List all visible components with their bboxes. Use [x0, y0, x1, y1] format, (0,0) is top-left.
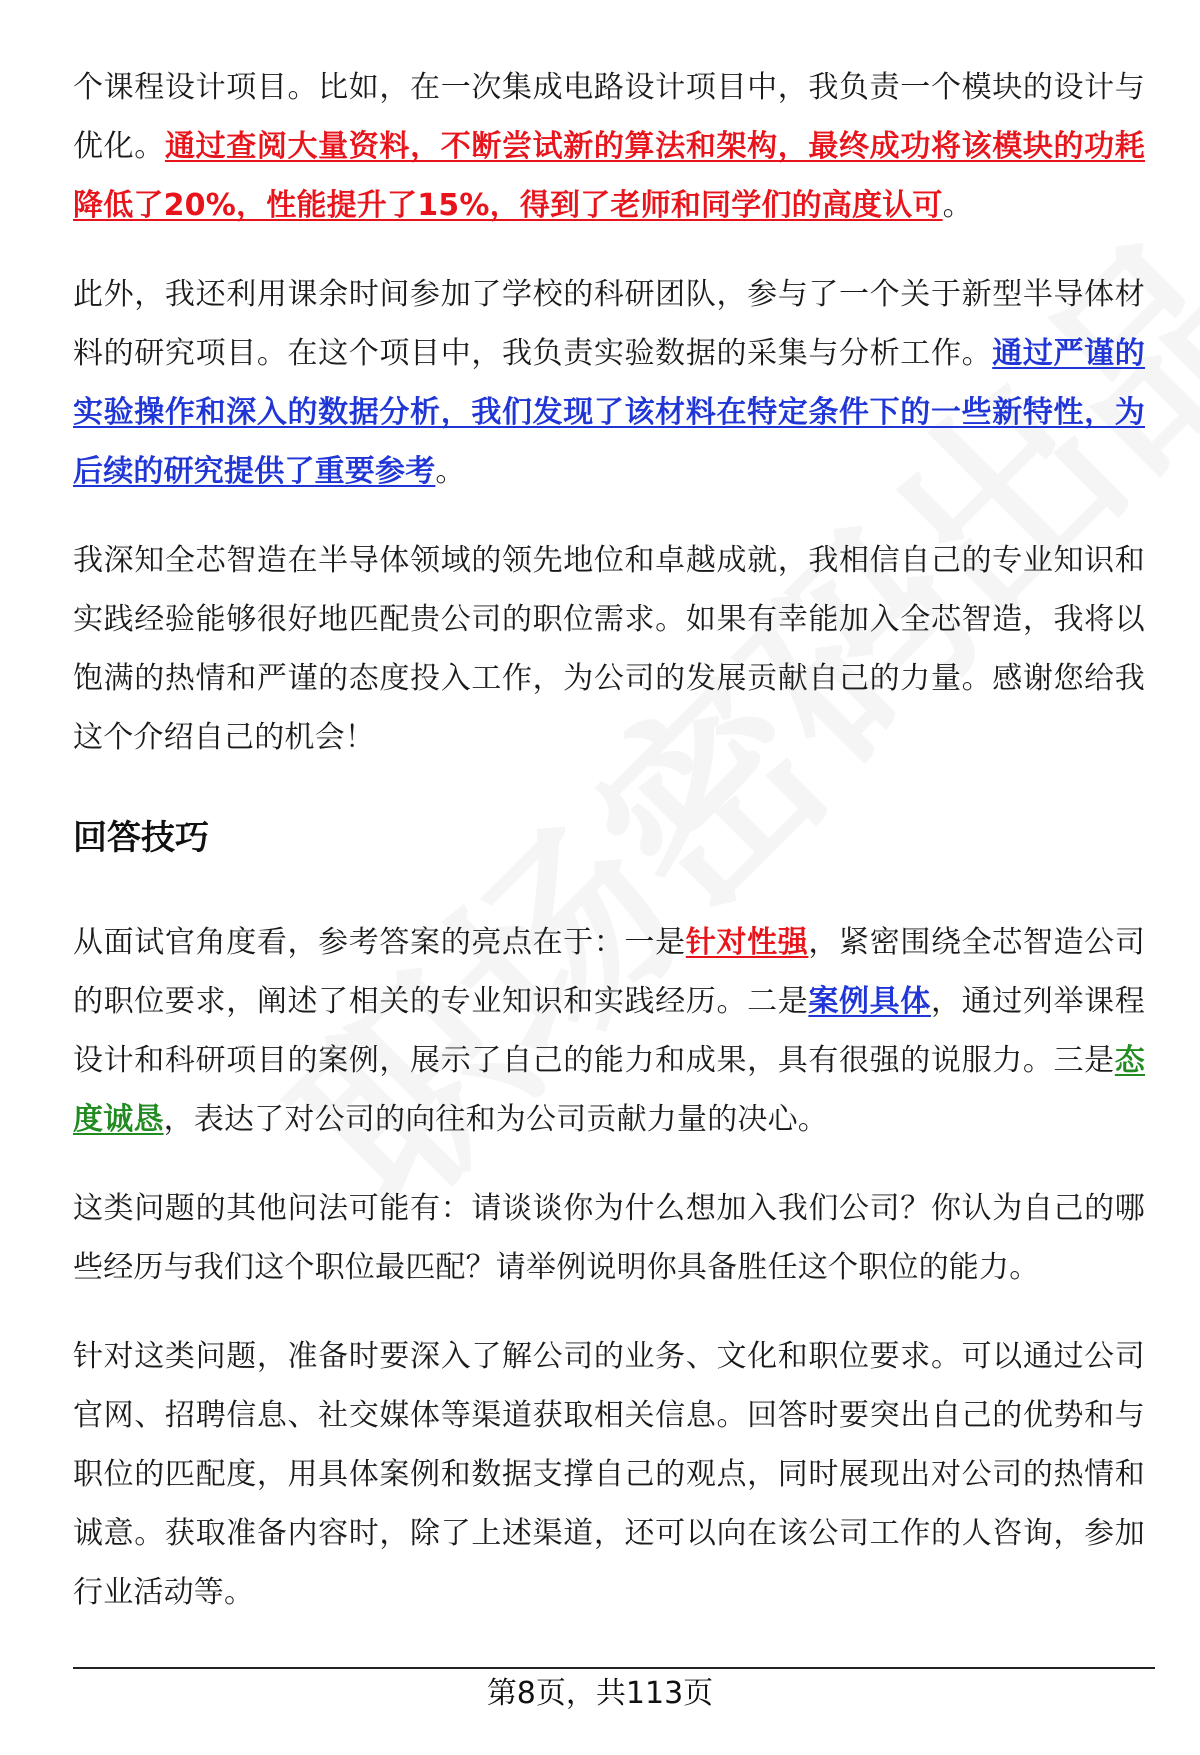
highlight-red-text: 通过查阅大量资料，不断尝试新的算法和架构，最终成功将该模块的功耗降低了20%，性能提升了15%，得到了老师和同学们的高度认可: [73, 129, 1145, 223]
highlight-sincere-attitude: 态度诚恳: [73, 1043, 1145, 1137]
highlight-specific-cases: 案例具体: [808, 984, 931, 1019]
highlight-targeted: 针对性强: [685, 925, 809, 960]
paragraph-text: 。: [942, 188, 973, 223]
highlight-blue-text: 通过严谨的实验操作和深入的数据分析，我们发现了该材料在特定条件下的一些新特性，为后续的研究提供了重要参考: [73, 336, 1145, 489]
paragraph-text: 个课程设计项目。比如，在一次集成电路设计项目中，我负责一个模块的设计与优化。: [73, 70, 1145, 164]
paragraph-closing: 我深知全芯智造在半导体领域的领先地位和卓越成就，我相信自己的专业知识和实践经验能够很好地匹配贵公司的职位需求。如果有幸能加入全芯智造，我将以饱满的热情和严谨的态度投入工作，为公司的发展贡献自己的力量。感谢您给我这个介绍自己的机会！: [73, 543, 1145, 755]
footer-divider: [73, 1667, 1155, 1669]
paragraph-text: 此外，我还利用课余时间参加了学校的科研团队，参与了一个关于新型半导体材料的研究项目。在这个项目中，我负责实验数据的采集与分析工作。: [73, 277, 1145, 371]
paragraph-interviewer-view: [73, 913, 1145, 1149]
section-heading: 回答技巧: [73, 818, 209, 858]
paragraph-text: ，紧密围绕全芯智造公司的职位要求，阐述了相关的专业知识和实践经历。二是: [73, 925, 1146, 1019]
paragraph-text: 。: [435, 454, 466, 489]
paragraph-research-team: [73, 265, 1145, 501]
document-page: [73, 58, 1145, 1622]
paragraph-course-project: [73, 58, 1145, 235]
page-number: 第8页，共113页: [486, 1676, 714, 1711]
paragraph-preparation-tips: 针对这类问题，准备时要深入了解公司的业务、文化和职位要求。可以通过公司官网、招聘信息、社交媒体等渠道获取相关信息。回答时要突出自己的优势和与职位的匹配度，用具体案例和数据支撑自己的观点，同时展现出对公司的热情和诚意。获取准备内容时，除了上述渠道，还可以向在该公司工作的人咨询，参加行业活动等。: [73, 1339, 1145, 1610]
paragraph-alternate-questions: 这类问题的其他问法可能有：请谈谈你为什么想加入我们公司？你认为自己的哪些经历与我们这个职位最匹配？请举例说明你具备胜任这个职位的能力。: [73, 1191, 1145, 1285]
paragraph-text: ，表达了对公司的向往和为公司贡献力量的决心。: [163, 1102, 829, 1137]
paragraph-text: 从面试官角度看，参考答案的亮点在于：一是: [73, 925, 686, 960]
paragraph-text: ，通过列举课程设计和科研项目的案例，展示了自己的能力和成果，具有很强的说服力。三是: [73, 984, 1145, 1078]
